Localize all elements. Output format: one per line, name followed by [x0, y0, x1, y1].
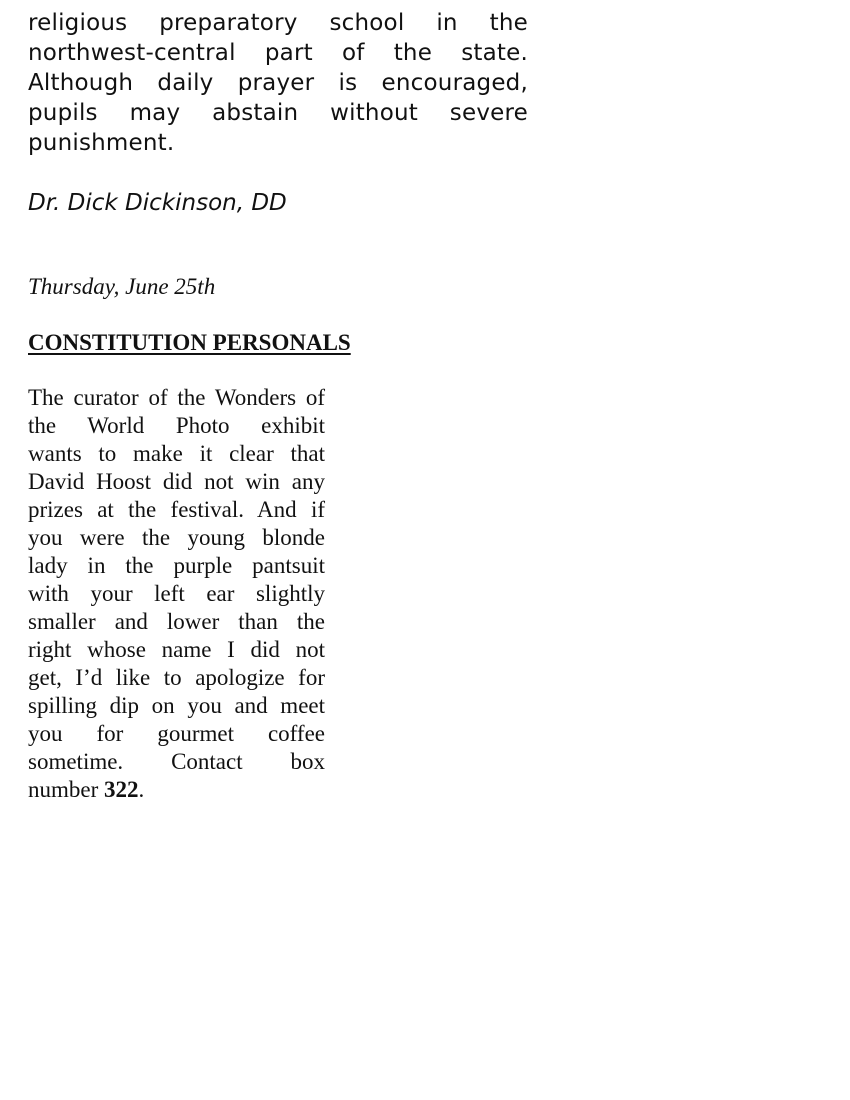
- paragraph-line: The curator of the Wonders of: [28, 385, 325, 410]
- paragraph-line: with your left ear slightly: [28, 581, 325, 606]
- paragraph-line: right whose name I did not: [28, 637, 325, 662]
- paragraph-line: you were the young blonde: [28, 525, 325, 550]
- entry-date: Thursday, June 25th: [28, 274, 216, 299]
- intro-line: religious preparatory school in the: [28, 10, 528, 36]
- paragraph-line: David Hoost did not win any: [28, 469, 325, 494]
- paragraph-last-line: [28, 776, 325, 804]
- section-heading: CONSTITUTION PERSONALS: [28, 330, 351, 355]
- paragraph-line: wants to make it clear that: [28, 441, 325, 466]
- paragraph-line: smaller and lower than the: [28, 609, 325, 634]
- personal-ad-paragraph: [28, 384, 325, 804]
- intro-line: punishment.: [28, 130, 175, 156]
- contact-prefix: number: [28, 777, 105, 802]
- paragraph-line: lady in the purple pantsuit: [28, 553, 325, 578]
- paragraph-line: get, I’d like to apologize for: [28, 665, 325, 690]
- intro-paragraph: [28, 8, 528, 158]
- box-number: 322: [104, 777, 139, 802]
- author-signature: Dr. Dick Dickinson, DD: [28, 190, 287, 216]
- paragraph-line: sometime. Contact box: [28, 749, 325, 774]
- paragraph-line: you for gourmet coffee: [28, 721, 325, 746]
- paragraph-line: spilling dip on you and meet: [28, 693, 325, 718]
- paragraph-line: the World Photo exhibit: [28, 413, 325, 438]
- intro-line: pupils may abstain without severe: [28, 100, 528, 126]
- paragraph-line: prizes at the festival. And if: [28, 497, 325, 522]
- intro-line: northwest-central part of the state.: [28, 40, 528, 66]
- intro-line: Although daily prayer is encouraged,: [28, 70, 528, 96]
- contact-suffix: .: [138, 777, 145, 802]
